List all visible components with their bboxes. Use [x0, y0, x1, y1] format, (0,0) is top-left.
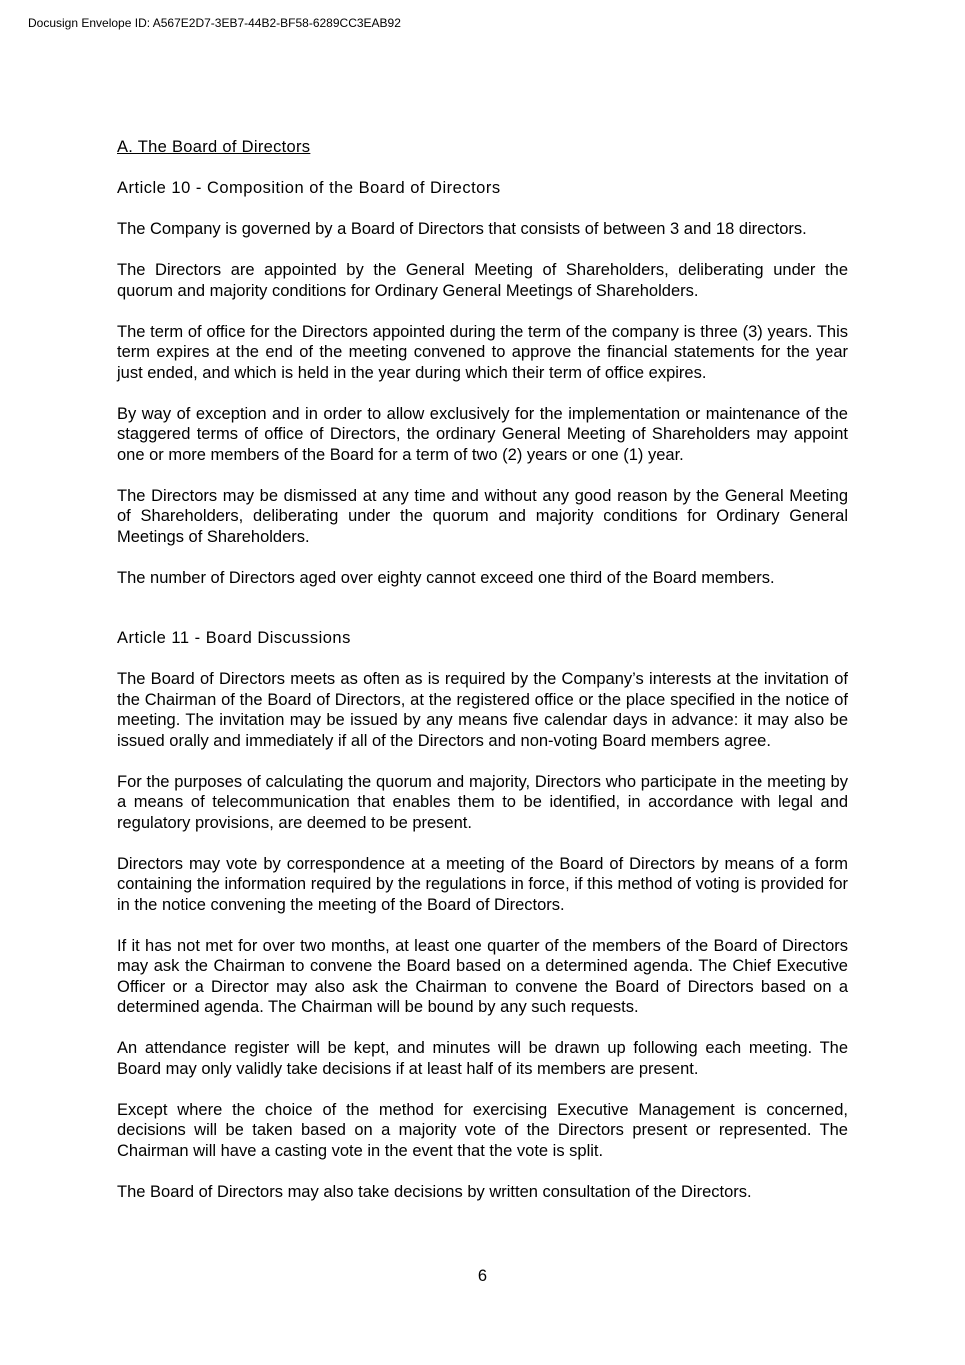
article-11-paragraph: Directors may vote by correspondence at a meeting of the Board of Directors by means of a form containing the information required by the regulations in force, if this method of voting is provided for in the notice convening the meeting of the Board of Directors. [117, 854, 848, 914]
article-10-paragraph: The Directors may be dismissed at any time and without any good reason by the General Meeting of Shareholders, deliberating under the quorum and majority conditions for Ordinary General Meetings of Shareholders. [117, 486, 848, 546]
article-11-paragraph: The Board of Directors meets as often as is required by the Company’s interests at the invitation of the Chairman of the Board of Directors, at the registered office or the place specified in the notice of meeting. The invitation may be issued by any means five calendar days in advance: it may also be issued orally and immediately if all of the Directors and non-voting Board members agree. [117, 670, 848, 750]
section-title: A. The Board of Directors [117, 138, 311, 156]
envelope-id: Docusign Envelope ID: A567E2D7-3EB7-44B2-BF58-6289CC3EAB92 [28, 16, 401, 30]
article-11-paragraph: For the purposes of calculating the quorum and majority, Directors who participate in the meeting by a means of telecommunication that enables them to be identified, in accordance with legal and regulatory provisions, are deemed to be present. [117, 772, 848, 832]
article-10-title: Article 10 - Composition of the Board of Directors [117, 179, 501, 197]
article-10-paragraph: The term of office for the Directors appointed during the term of the company is three (3) years. This term expires at the end of the meeting convened to approve the financial statements for the year just ended, and which is held in the year during which their term of office expires. [117, 322, 848, 382]
article-11-title: Article 11 - Board Discussions [117, 629, 351, 647]
article-11-paragraph: If it has not met for over two months, at least one quarter of the members of the Board of Directors may ask the Chairman to convene the Board based on a determined agenda. The Chief Executive Officer or a Director may also ask the Chairman to convene the Board of Directors based on a determined agenda. The Chairman will be bound by any such requests. [117, 936, 848, 1016]
article-10-paragraph: The Directors are appointed by the General Meeting of Shareholders, deliberating under the quorum and majority conditions for Ordinary General Meetings of Shareholders. [117, 261, 848, 300]
page-number: 6 [477, 1267, 488, 1285]
article-10-paragraph: The number of Directors aged over eighty cannot exceed one third of the Board members. [117, 568, 775, 587]
article-11-paragraph: The Board of Directors may also take decisions by written consultation of the Directors. [117, 1182, 752, 1201]
article-10-paragraph: By way of exception and in order to allow exclusively for the implementation or maintenance of the staggered terms of office of Directors, the ordinary General Meeting of Shareholders may appoint one or more members of the Board for a term of two (2) years or one (1) year. [117, 404, 848, 464]
article-11-paragraph: An attendance register will be kept, and minutes will be drawn up following each meeting. The Board may only validly take decisions if at least half of its members are present. [117, 1039, 848, 1078]
article-11-paragraph: Except where the choice of the method for exercising Executive Management is concerned, decisions will be taken based on a majority vote of the Directors present or represented. The Chairman will have a casting vote in the event that the vote is split. [117, 1100, 848, 1160]
document-body [117, 137, 848, 1223]
article-10-paragraph: The Company is governed by a Board of Directors that consists of between 3 and 18 directors. [117, 220, 807, 238]
